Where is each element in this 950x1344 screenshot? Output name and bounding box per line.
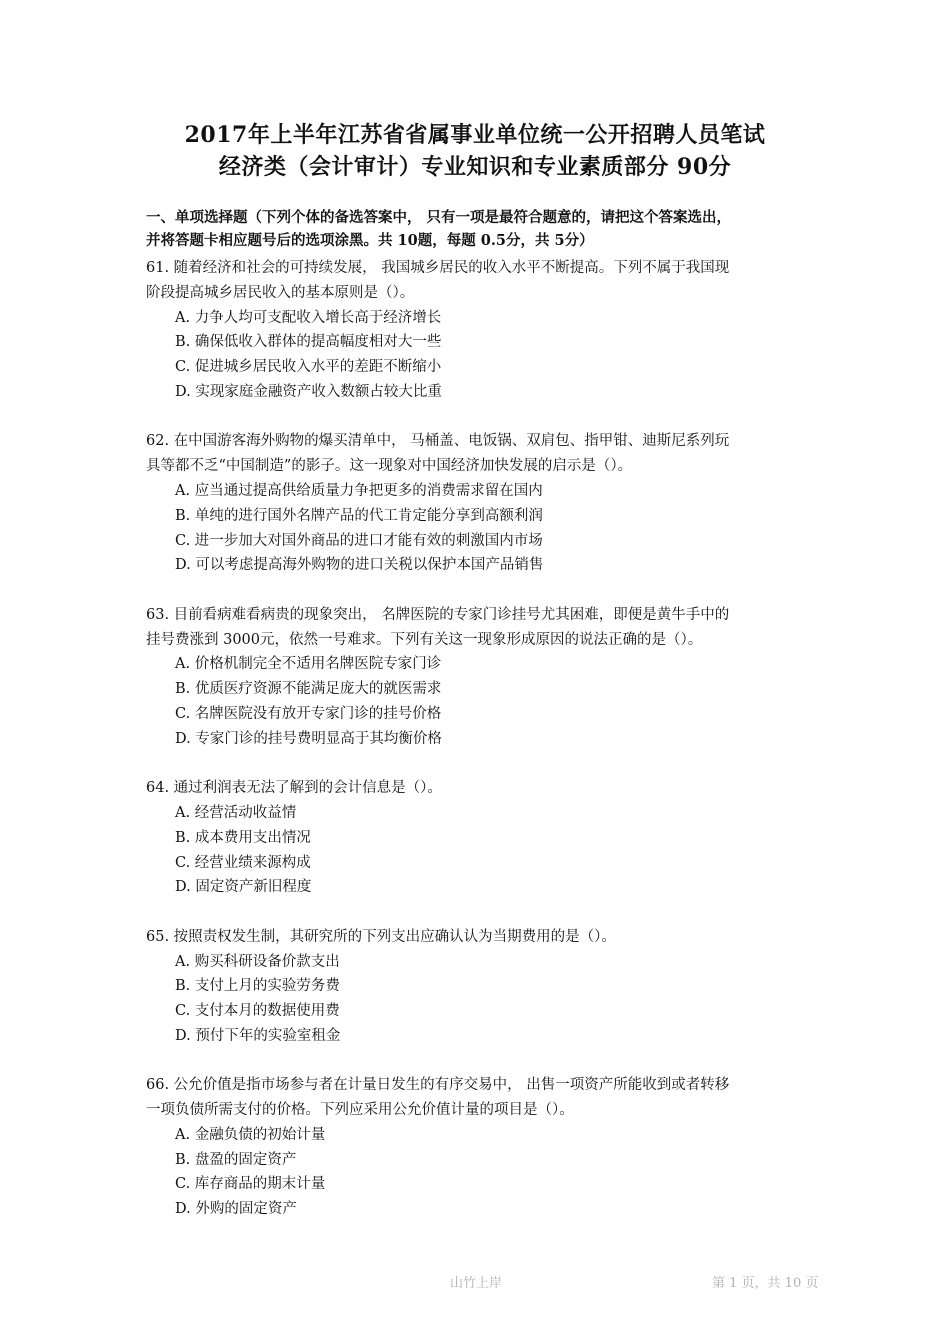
question-stem: 61. 随着经济和社会的可持续发展， 我国城乡居民的收入水平不断提高。下列不属于我国现 [146,260,730,276]
section-heading [146,206,826,252]
option-a: A. 价格机制完全不适用名牌医院专家门诊 [175,656,442,673]
question-stem: 63. 目前看病难看病贵的现象突出， 名牌医院的专家门诊挂号尤其困难，即便是黄牛手中的 [146,606,730,623]
document-title-line2: 经济类（会计审计）专业知识和专业素质部分 90分 [218,154,732,180]
option-b: B. 盘盈的固定资产 [175,1151,297,1168]
option-a: A. 力争人均可支配收入增长高于经济增长 [175,309,442,326]
question-stem: 阶段提高城乡居民收入的基本原则是（）。 [146,284,415,301]
option-b: B. 优质医疗资源不能满足庞大的就医需求 [175,681,442,698]
question-stem: 一项负债所需支付的价格。下列应采用公允价值计量的项目是（）。 [146,1102,574,1119]
question-stem: 64. 通过利润表无法了解到的会计信息是（）。 [146,780,442,797]
section-instruction-line2: 并将答题卡相应题号后的选项涂黑。共 10题，每题 0.5分，共 5分） [146,232,594,249]
question-63 [146,603,816,752]
option-d: D. 预付下年的实验室租金 [175,1027,341,1044]
option-d: D. 外购的固定资产 [175,1201,297,1218]
question-stem: 62. 在中国游客海外购物的爆买清单中， 马桶盖、电饭锅、双肩包、指甲钳、迪斯尼系列玩 [146,433,730,450]
option-d: D. 实现家庭金融资产收入数额占较大比重 [175,383,442,400]
question-stem: 65. 按照责权发生制，其研究所的下列支出应确认认为当期费用的是（）。 [146,928,616,945]
option-c: C. 进一步加大对国外商品的进口才能有效的刺激国内市场 [175,532,543,549]
option-a: A. 金融负债的初始计量 [175,1126,326,1143]
question-62 [146,429,816,578]
option-b: B. 单纯的进行国外名牌产品的代工肯定能分享到高额利润 [175,507,543,524]
option-c: C. 库存商品的期末计量 [175,1176,326,1193]
question-stem: 具等都不乏“中国制造”的影子。这一现象对中国经济加快发展的启示是（）。 [146,458,633,475]
question-list [146,256,816,1247]
option-b: B. 支付上月的实验劳务费 [175,978,340,995]
question-61 [146,256,816,405]
option-d: D. 固定资产新旧程度 [175,879,312,896]
option-c: C. 名牌医院没有放开专家门诊的挂号价格 [175,705,442,722]
option-d: D. 专家门诊的挂号费明显高于其均衡价格 [175,730,442,747]
question-64 [146,776,816,900]
option-b: B. 确保低收入群体的提高幅度相对大一些 [175,334,442,351]
question-stem: 挂号费涨到 3000元，依然一号难求。下列有关这一现象形成原因的说法正确的是（）。 [146,631,703,648]
option-a: A. 经营活动收益情 [175,804,297,821]
question-stem: 66. 公允价值是指市场参与者在计量日发生的有序交易中， 出售一项资产所能收到或者转移 [146,1077,730,1094]
option-c: C. 支付本月的数据使用费 [175,1003,340,1020]
page-number: 第 1 页，共 10 页 [712,1276,819,1291]
question-65 [146,925,816,1049]
option-b: B. 成本费用支出情况 [175,829,311,846]
option-d: D. 可以考虑提高海外购物的进口关税以保护本国产品销售 [175,557,544,574]
question-66 [146,1073,816,1222]
option-c: C. 经营业绩来源构成 [175,854,311,871]
option-a: A. 应当通过提高供给质量力争把更多的消费需求留在国内 [175,482,543,499]
document-title-line1: 2017年上半年江苏省省属事业单位统一公开招聘人员笔试 [184,122,766,148]
section-instruction-line1: 一、单项选择题（下列个体的备选答案中， 只有一项是最符合题意的，请把这个答案选出， [146,209,732,226]
option-c: C. 促进城乡居民收入水平的差距不断缩小 [175,359,442,376]
footer-watermark: 山竹上岸 [450,1276,503,1291]
option-a: A. 购买科研设备价款支出 [175,953,340,970]
